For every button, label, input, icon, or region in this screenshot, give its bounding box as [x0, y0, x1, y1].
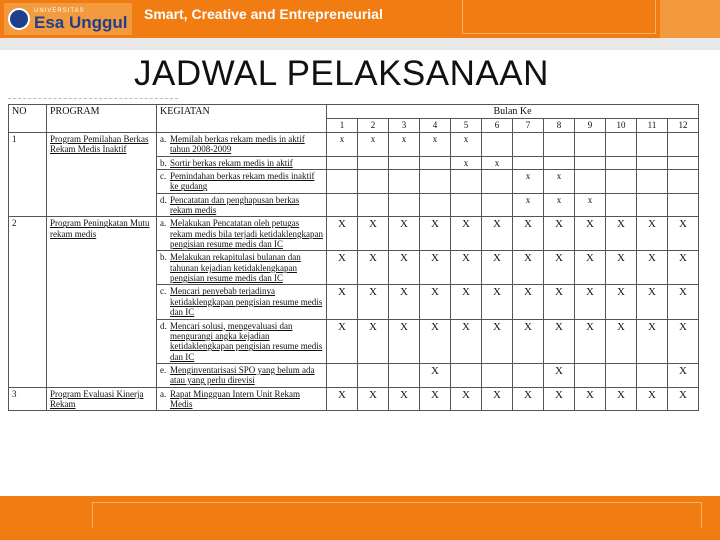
schedule-table: [8, 104, 699, 411]
schedule-mark: [451, 193, 482, 217]
logo-emblem-icon: [8, 8, 30, 30]
schedule-mark: [451, 170, 482, 194]
schedule-mark: [668, 133, 699, 157]
schedule-mark: X: [358, 319, 389, 363]
activity-letter: d.: [160, 320, 167, 331]
activity-cell: [157, 193, 327, 217]
document-fragment: [8, 88, 178, 99]
schedule-mark: X: [575, 217, 606, 251]
schedule-mark: X: [513, 251, 544, 285]
schedule-mark: X: [358, 251, 389, 285]
schedule-mark: X: [327, 285, 358, 319]
activity-text: Pencatatan dan penghapusan berkas rekam medis: [170, 194, 300, 216]
schedule-mark: X: [482, 251, 513, 285]
schedule-mark: x: [327, 133, 358, 157]
schedule-mark: [389, 363, 420, 387]
col-header-no: NO: [9, 105, 47, 133]
schedule-mark: X: [389, 217, 420, 251]
schedule-mark: X: [358, 285, 389, 319]
activity-cell: [157, 319, 327, 363]
schedule-mark: [482, 133, 513, 157]
schedule-document: [8, 104, 699, 490]
schedule-mark: [327, 156, 358, 169]
schedule-mark: x: [513, 170, 544, 194]
table-row: [9, 217, 699, 251]
schedule-mark: [637, 170, 668, 194]
month-header: 2: [358, 119, 389, 133]
schedule-mark: X: [482, 319, 513, 363]
month-header: 3: [389, 119, 420, 133]
schedule-mark: [482, 170, 513, 194]
schedule-mark: x: [358, 133, 389, 157]
activity-cell: [157, 251, 327, 285]
schedule-mark: [606, 363, 637, 387]
schedule-mark: X: [389, 285, 420, 319]
schedule-mark: X: [451, 285, 482, 319]
schedule-mark: [327, 170, 358, 194]
program-number: 3: [9, 387, 47, 411]
logo-name: Esa Unggul: [34, 12, 128, 32]
schedule-mark: [327, 363, 358, 387]
university-logo: [4, 3, 132, 35]
schedule-mark: [575, 156, 606, 169]
activity-cell: [157, 363, 327, 387]
footer-frame: [92, 502, 702, 528]
schedule-mark: X: [451, 217, 482, 251]
month-header: 11: [637, 119, 668, 133]
schedule-mark: X: [637, 251, 668, 285]
program-name: Program Evaluasi Kinerja Rekam: [47, 387, 157, 411]
schedule-mark: X: [637, 319, 668, 363]
schedule-mark: [637, 156, 668, 169]
col-header-bulan: Bulan Ke: [327, 105, 699, 119]
schedule-mark: X: [451, 387, 482, 411]
month-header: 10: [606, 119, 637, 133]
schedule-mark: X: [668, 319, 699, 363]
activity-cell: [157, 133, 327, 157]
schedule-mark: X: [482, 285, 513, 319]
activity-text: Sortir berkas rekam medis in aktif: [170, 157, 293, 168]
schedule-mark: [389, 170, 420, 194]
activity-text: Mencari penyebab terjadinya ketidaklengkapan pengisian resume medis dan IC: [170, 286, 323, 318]
schedule-mark: X: [389, 319, 420, 363]
schedule-mark: [513, 133, 544, 157]
schedule-mark: x: [575, 193, 606, 217]
schedule-mark: [668, 156, 699, 169]
schedule-mark: X: [606, 319, 637, 363]
schedule-mark: X: [389, 387, 420, 411]
schedule-mark: [420, 156, 451, 169]
schedule-mark: X: [358, 387, 389, 411]
schedule-mark: [358, 193, 389, 217]
schedule-mark: [389, 193, 420, 217]
activity-cell: [157, 387, 327, 411]
schedule-mark: [575, 170, 606, 194]
schedule-mark: X: [327, 251, 358, 285]
schedule-mark: X: [389, 251, 420, 285]
schedule-mark: X: [668, 387, 699, 411]
header-frame: [462, 0, 656, 34]
header-stripe: [0, 38, 720, 50]
month-header: 12: [668, 119, 699, 133]
schedule-mark: X: [327, 387, 358, 411]
schedule-mark: [606, 133, 637, 157]
schedule-mark: x: [544, 170, 575, 194]
schedule-mark: X: [668, 251, 699, 285]
activity-text: Menginventarisasi SPO yang belum ada atau yang perlu direvisi: [170, 364, 315, 386]
schedule-mark: [482, 193, 513, 217]
schedule-mark: X: [544, 387, 575, 411]
schedule-mark: [606, 156, 637, 169]
table-row: [9, 387, 699, 411]
schedule-mark: x: [482, 156, 513, 169]
month-header: 7: [513, 119, 544, 133]
slide-title: JADWAL PELAKSANAAN: [134, 54, 549, 93]
schedule-mark: [606, 170, 637, 194]
program-name: Program Peningkatan Mutu rekam medis: [47, 217, 157, 387]
schedule-mark: X: [606, 251, 637, 285]
schedule-mark: [544, 133, 575, 157]
schedule-mark: [358, 156, 389, 169]
schedule-mark: X: [668, 285, 699, 319]
schedule-mark: X: [451, 319, 482, 363]
month-header: 6: [482, 119, 513, 133]
schedule-mark: [420, 193, 451, 217]
schedule-mark: X: [575, 251, 606, 285]
program-number: 2: [9, 217, 47, 387]
activity-cell: [157, 285, 327, 319]
activity-cell: [157, 156, 327, 169]
program-name: Program Pemilahan Berkas Rekam Medis Inaktif: [47, 133, 157, 217]
activity-letter: d.: [160, 194, 167, 205]
activity-text: Pemindahan berkas rekam medis inaktif ke gudang: [170, 171, 315, 192]
activity-letter: b.: [160, 252, 167, 263]
schedule-mark: X: [451, 251, 482, 285]
schedule-mark: x: [451, 133, 482, 157]
month-header: 8: [544, 119, 575, 133]
schedule-mark: [327, 193, 358, 217]
schedule-mark: X: [668, 363, 699, 387]
schedule-mark: x: [389, 133, 420, 157]
schedule-mark: X: [544, 251, 575, 285]
month-header: 9: [575, 119, 606, 133]
table-row: [9, 133, 699, 157]
schedule-mark: X: [420, 217, 451, 251]
activity-text: Melakukan rekapitulasi bulanan dan tahunan kejadian ketidaklengkapan pengisian resume medis dan IC: [170, 252, 301, 284]
schedule-mark: X: [513, 217, 544, 251]
tagline: Smart, Creative and Entrepreneurial: [144, 6, 383, 22]
schedule-mark: X: [575, 387, 606, 411]
schedule-mark: [451, 363, 482, 387]
schedule-mark: x: [420, 133, 451, 157]
schedule-mark: X: [544, 285, 575, 319]
schedule-mark: X: [482, 387, 513, 411]
activity-letter: a.: [160, 388, 167, 399]
schedule-mark: X: [420, 251, 451, 285]
schedule-mark: X: [513, 319, 544, 363]
schedule-mark: [389, 156, 420, 169]
schedule-mark: [420, 170, 451, 194]
schedule-mark: X: [544, 363, 575, 387]
schedule-mark: [575, 363, 606, 387]
schedule-mark: x: [544, 193, 575, 217]
month-header: 4: [420, 119, 451, 133]
schedule-mark: [668, 170, 699, 194]
schedule-mark: [544, 156, 575, 169]
schedule-mark: X: [544, 319, 575, 363]
activity-letter: b.: [160, 157, 167, 168]
schedule-mark: X: [668, 217, 699, 251]
logo-small-text: UNIVERSITAS: [34, 7, 85, 14]
activity-cell: [157, 217, 327, 251]
header-right-block: [660, 0, 720, 38]
schedule-mark: X: [575, 319, 606, 363]
schedule-mark: X: [420, 387, 451, 411]
schedule-mark: X: [637, 387, 668, 411]
activity-cell: [157, 170, 327, 194]
schedule-mark: x: [451, 156, 482, 169]
schedule-mark: X: [420, 319, 451, 363]
schedule-mark: X: [575, 285, 606, 319]
schedule-mark: [575, 133, 606, 157]
schedule-mark: [482, 363, 513, 387]
schedule-mark: [513, 363, 544, 387]
activity-text: Melakukan Pencatatan oleh petugas rekam medis bila terjadi ketidaklengkapan pengisian resume medis dan IC: [170, 218, 323, 250]
activity-letter: a.: [160, 218, 167, 229]
activity-letter: e.: [160, 364, 167, 375]
schedule-mark: X: [420, 285, 451, 319]
schedule-mark: [637, 193, 668, 217]
schedule-mark: X: [482, 217, 513, 251]
schedule-mark: X: [327, 319, 358, 363]
col-header-program: PROGRAM: [47, 105, 157, 133]
schedule-mark: [637, 133, 668, 157]
activity-text: Mencari solusi, mengevaluasi dan mengurangi angka kejadian ketidaklengkapan pengisian resume medis dan IC: [170, 320, 323, 362]
activity-text: Rapat Mingguan Intern Unit Rekam Medis: [170, 388, 300, 409]
schedule-mark: X: [637, 285, 668, 319]
schedule-mark: [358, 363, 389, 387]
schedule-mark: X: [544, 217, 575, 251]
month-header: 1: [327, 119, 358, 133]
schedule-mark: X: [513, 285, 544, 319]
month-header: 5: [451, 119, 482, 133]
schedule-mark: X: [606, 387, 637, 411]
activity-text: Memilah berkas rekam medis in aktif tahun 2008-2009: [170, 134, 305, 155]
activity-letter: a.: [160, 134, 167, 144]
schedule-mark: X: [358, 217, 389, 251]
schedule-mark: [637, 363, 668, 387]
activity-letter: c.: [160, 171, 167, 182]
activity-letter: c.: [160, 286, 167, 297]
schedule-mark: [358, 170, 389, 194]
schedule-mark: X: [637, 217, 668, 251]
schedule-body: [9, 133, 699, 411]
schedule-mark: X: [606, 217, 637, 251]
schedule-mark: [513, 156, 544, 169]
schedule-mark: [606, 193, 637, 217]
schedule-mark: X: [420, 363, 451, 387]
col-header-kegiatan: KEGIATAN: [157, 105, 327, 133]
schedule-mark: X: [327, 217, 358, 251]
program-number: 1: [9, 133, 47, 217]
schedule-mark: X: [606, 285, 637, 319]
schedule-mark: X: [513, 387, 544, 411]
schedule-mark: [668, 193, 699, 217]
schedule-mark: x: [513, 193, 544, 217]
